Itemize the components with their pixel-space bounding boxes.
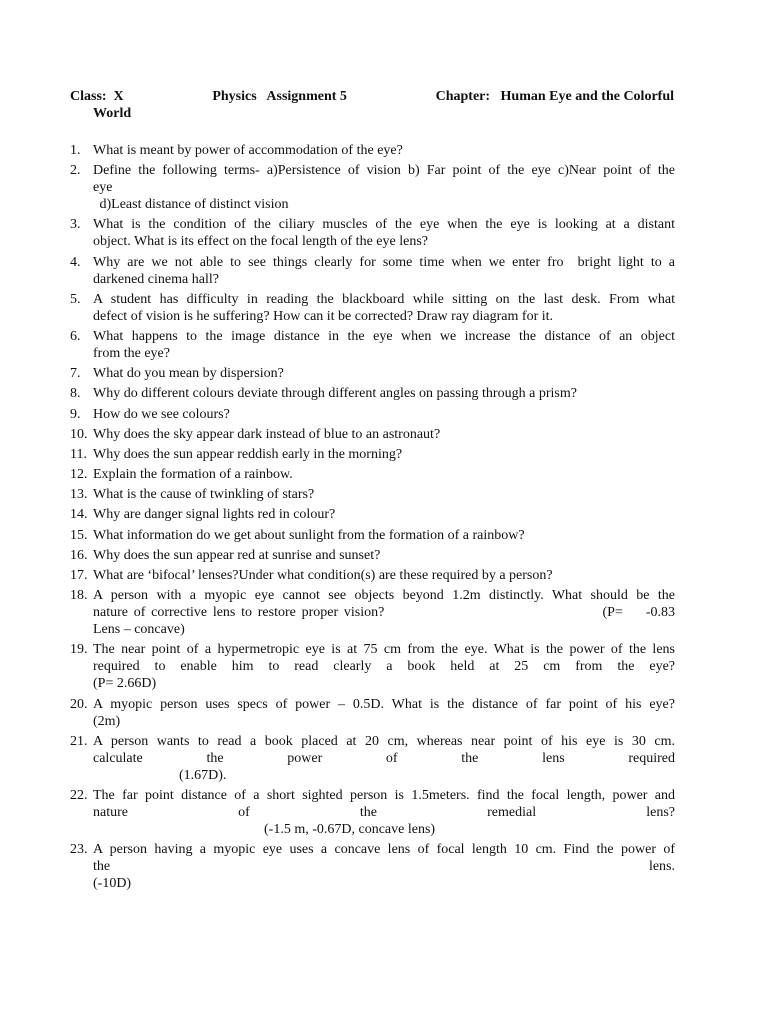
question-text: [93, 641, 675, 692]
question-item: [70, 254, 675, 288]
chapter-label: Chapter: Human Eye and the Colorful: [435, 89, 674, 104]
question-line: (P= 2.66D): [93, 676, 157, 692]
question-text: [93, 142, 675, 159]
question-line: What are ‘bifocal’ lenses?Under what condition(s) are these required by a person?: [93, 568, 553, 583]
question-text: [93, 162, 675, 213]
question-line: d)Least distance of distinct vision: [96, 197, 289, 213]
question-line: A person having a myopic eye uses a concave lens of focal length 10 cm. Find the power of: [93, 842, 675, 858]
question-number: 19.: [70, 642, 88, 658]
question-line: The far point distance of a short sighted person is 1.5meters. find the focal length, power and: [93, 787, 675, 803]
question-line: How do we see colours?: [93, 406, 230, 422]
question-number: 6.: [70, 328, 81, 344]
question-number: 20.: [70, 696, 88, 712]
question-item: [70, 696, 675, 730]
question-item: [70, 328, 675, 362]
question-text: [93, 426, 675, 443]
question-text: [93, 587, 675, 638]
question-number: 14.: [70, 507, 88, 523]
question-list: [70, 142, 675, 895]
question-text: [93, 216, 675, 250]
question-text: [93, 466, 675, 483]
question-number: 2.: [70, 163, 81, 179]
question-item: [70, 406, 675, 423]
question-item: [70, 446, 675, 463]
question-line: Explain the formation of a rainbow.: [93, 467, 293, 483]
question-line: A student has difficulty in reading the blackboard while sitting on the last desk. From what: [93, 291, 675, 307]
question-text: [93, 696, 675, 730]
question-text: [93, 841, 675, 892]
question-line: nature of the remedial lens?: [93, 804, 675, 820]
question-line: (-1.5 m, -0.67D, concave lens): [264, 821, 436, 837]
question-item: [70, 216, 675, 250]
question-line: What is the condition of the ciliary muscles of the eye when the eye is looking at a distant: [93, 217, 675, 233]
question-item: [70, 527, 675, 544]
question-line: nature of corrective lens to restore proper vision? (P= -0.83: [93, 605, 675, 621]
question-line: the lens.: [93, 859, 675, 875]
question-text: [93, 787, 675, 838]
question-number: 11.: [70, 446, 87, 462]
question-line: required to enable him to read clearly a book held at 25 cm from the eye?: [93, 659, 675, 675]
question-item: [70, 841, 675, 892]
question-number: 4.: [70, 254, 81, 270]
question-line: What happens to the image distance in the eye when we increase the distance of an object: [93, 328, 675, 344]
question-line: Why do different colours deviate through different angles on passing through a prism?: [93, 386, 577, 402]
question-line: object. What is its effect on the focal length of the eye lens?: [93, 234, 428, 250]
question-line: from the eye?: [93, 345, 170, 361]
question-number: 21.: [70, 733, 88, 749]
question-number: 10.: [70, 426, 88, 442]
question-line: What do you mean by dispersion?: [93, 366, 284, 382]
question-line: A person wants to read a book placed at 20 cm, whereas near point of his eye is 30 cm.: [93, 733, 675, 749]
question-item: [70, 506, 675, 523]
assignment-header: [70, 88, 674, 122]
question-text: [93, 446, 675, 463]
question-line: calculate the power of the lens required: [93, 750, 675, 766]
question-line: (-10D): [93, 876, 132, 892]
question-number: 17.: [70, 568, 88, 583]
question-item: [70, 733, 675, 784]
question-number: 22.: [70, 787, 88, 803]
question-line: The near point of a hypermetropic eye is at 75 cm from the eye. What is the power of the lens: [93, 642, 675, 658]
question-item: [70, 385, 675, 402]
question-item: [70, 162, 675, 213]
question-line: Lens – concave): [93, 622, 185, 638]
question-text: [93, 291, 675, 325]
question-number: 5.: [70, 291, 81, 307]
question-number: 12.: [70, 467, 88, 483]
question-number: 15.: [70, 527, 88, 543]
question-line: Why are we not able to see things clearly for some time when we enter fro bright light to a: [93, 254, 675, 270]
question-line: Why are danger signal lights red in colour?: [93, 507, 336, 523]
question-text: [93, 254, 675, 288]
question-text: [93, 365, 675, 382]
question-item: [70, 547, 675, 564]
question-item: [70, 486, 675, 503]
question-line: darkened cinema hall?: [93, 271, 219, 287]
question-item: [70, 641, 675, 692]
assignment-title: Physics Assignment 5: [212, 89, 347, 104]
question-number: 9.: [70, 406, 81, 422]
question-item: [70, 587, 675, 638]
question-line: A myopic person uses specs of power – 0.5D. What is the distance of far point of his eye?: [93, 696, 675, 712]
header-row: [70, 88, 674, 105]
question-text: [93, 527, 675, 544]
question-item: [70, 787, 675, 838]
question-item: [70, 142, 675, 159]
question-line: defect of vision is he suffering? How can it be corrected? Draw ray diagram for it.: [93, 308, 554, 324]
question-item: [70, 567, 675, 584]
question-line: What is meant by power of accommodation of the eye?: [93, 143, 403, 158]
question-text: [93, 486, 675, 503]
question-text: [93, 733, 675, 784]
question-text: [93, 385, 675, 402]
question-number: 7.: [70, 366, 81, 382]
question-number: 13.: [70, 487, 88, 503]
question-line: (2m): [93, 713, 121, 729]
question-item: [70, 426, 675, 443]
question-item: [70, 291, 675, 325]
question-number: 23.: [70, 842, 88, 858]
question-text: [93, 567, 675, 584]
question-text: [93, 406, 675, 423]
question-line: (1.67D).: [179, 767, 227, 783]
question-line: eye: [93, 180, 113, 196]
question-number: 1.: [70, 143, 81, 158]
question-line: Why does the sun appear red at sunrise and sunset?: [93, 547, 381, 563]
question-number: 3.: [70, 217, 81, 233]
question-line: What information do we get about sunlight from the formation of a rainbow?: [93, 527, 525, 543]
question-number: 18.: [70, 588, 88, 604]
question-number: 8.: [70, 386, 81, 402]
class-label: Class: X: [70, 89, 124, 104]
question-text: [93, 506, 675, 523]
question-line: What is the cause of twinkling of stars?: [93, 487, 315, 503]
question-text: [93, 328, 675, 362]
question-line: Why does the sun appear reddish early in the morning?: [93, 446, 403, 462]
question-item: [70, 365, 675, 382]
chapter-label-continued: World: [93, 106, 132, 121]
question-line: Define the following terms- a)Persistence of vision b) Far point of the eye c)Near point of the: [93, 163, 675, 179]
question-text: [93, 547, 675, 564]
question-line: Why does the sky appear dark instead of blue to an astronaut?: [93, 426, 441, 442]
question-line: A person with a myopic eye cannot see objects beyond 1.2m distinctly. What should be the: [93, 588, 675, 604]
question-number: 16.: [70, 547, 88, 563]
question-item: [70, 466, 675, 483]
